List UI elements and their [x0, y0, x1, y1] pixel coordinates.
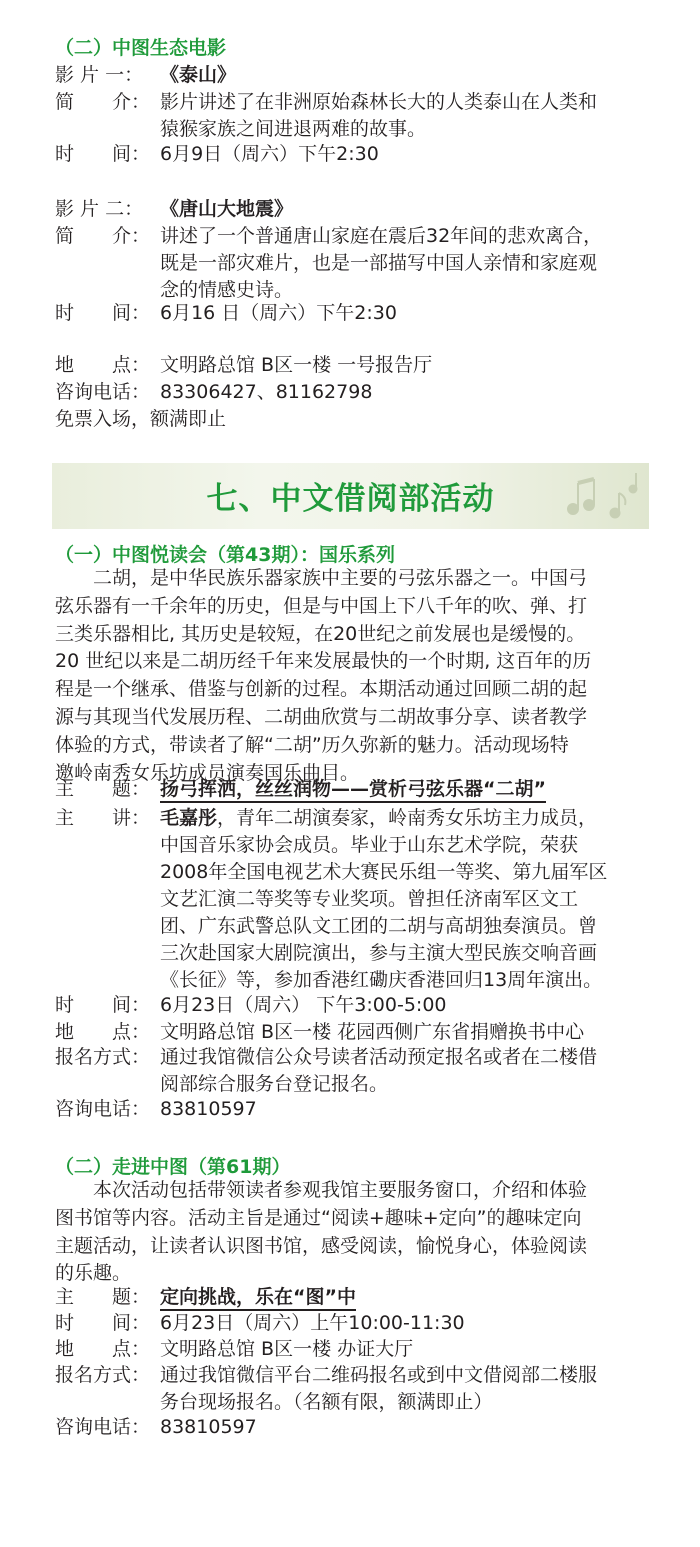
activity2-theme-label: 主 题： [55, 1286, 151, 1308]
activity1-theme-label: 主 题： [55, 778, 151, 800]
activity1-place-label: 地 点： [55, 1021, 151, 1043]
film2-label: 影 片 二： [55, 198, 144, 220]
film1-time: 6月9日（周六）下午2:30 [160, 143, 379, 165]
activity1-para-line: 20 世纪以来是二胡历经千年来发展最快的一个时期, 这百年的历 [55, 650, 592, 673]
film2-intro-line: 念的情感史诗。 [160, 279, 294, 301]
section7-banner [52, 463, 649, 529]
activity1-speaker-label: 主 讲： [55, 807, 151, 829]
activity1-speaker-line: 三次赴国家大剧院演出，参与主演大型民族交响音画 [160, 942, 598, 964]
activity1-theme: 扬弓挥洒，丝丝润物——赏析弓弦乐器“二胡” [160, 778, 546, 803]
activity1-speaker-line: 文艺汇演二等奖等专业奖项。曾担任济南军区文工 [160, 888, 579, 910]
activity2-place-label: 地 点： [55, 1338, 151, 1360]
activity1-phone-label: 咨询电话： [55, 1098, 151, 1120]
activity1-signup-label: 报名方式： [55, 1046, 151, 1068]
film1-intro-line: 影片讲述了在非洲原始森林长大的人类泰山在人类和 [160, 91, 598, 113]
film1-intro-label: 简 介： [55, 91, 151, 113]
activity2-place: 文明路总馆 B区一楼 办证大厅 [160, 1338, 414, 1360]
film-section-heading: （二）中图生态电影 [55, 37, 227, 59]
activity2-para-line: 本次活动包括带领读者参观我馆主要服务窗口，介绍和体验 [55, 1179, 588, 1201]
activity1-signup-line: 通过我馆微信公众号读者活动预定报名或者在二楼借 [160, 1046, 598, 1068]
activity1-phone: 83810597 [160, 1098, 257, 1120]
activity1-para-line: 邀岭南秀女乐坊成员演奏国乐曲目。 [55, 761, 360, 784]
activity1-para-line: 三类乐器相比, 其历史是较短，在20世纪之前发展也是缓慢的。 [55, 622, 586, 645]
film1-title: 《泰山》 [160, 64, 237, 86]
activity1-para-line: 体验的方式，带读者了解“二胡”历久弥新的魅力。活动现场特 [55, 733, 569, 756]
activity1-para-line: 程是一个继承、借鉴与创新的过程。本期活动通过回顾二胡的起 [55, 678, 588, 701]
activity2-para-line: 图书馆等内容。活动主旨是通过“阅读+趣味+定向”的趣味定向 [55, 1206, 582, 1229]
activity1-speaker-intro: ，青年二胡演奏家，岭南秀女乐坊主力成员， [217, 807, 598, 829]
activity1-speaker-line: 团、广东武警总队文工团的二胡与高胡独奏演员。曾 [160, 915, 598, 937]
film-free-entry: 免票入场，额满即止 [55, 408, 227, 430]
activity1-para-line: 弦乐器有一千余年的历史，但是与中国上下八千年的吹、弹、打 [55, 594, 588, 617]
activity2-time-label: 时 间： [55, 1312, 151, 1334]
activity1-paragraph [55, 565, 655, 787]
activity1-speaker-line: 《长征》等，参加香港红磡庆香港回归13周年演出。 [160, 969, 603, 991]
activity1-time: 6月23日（周六） 下午3:00-5:00 [160, 994, 447, 1016]
film2-time-label: 时 间： [55, 302, 151, 324]
activity1-para-line: 源与其现当代发展历程、二胡曲欣赏与二胡故事分享、读者教学 [55, 705, 588, 728]
activity2-signup-label: 报名方式： [55, 1364, 151, 1386]
film2-intro-line: 讲述了一个普通唐山家庭在震后32年间的悲欢离合， [160, 225, 603, 247]
activity1-speaker-name: 毛嘉彤 [160, 807, 218, 829]
film2-time: 6月16 日（周六）下午2:30 [160, 302, 397, 324]
activity2-para-line: 的乐趣。 [55, 1262, 132, 1285]
activity2-heading: （二）走进中图（第61期） [55, 1156, 291, 1178]
music-notes-icon [553, 467, 643, 525]
film1-intro-line: 猿猴家族之间进退两难的故事。 [160, 118, 427, 140]
section7-title: 七、中文借阅部活动 [206, 481, 495, 517]
film2-title: 《唐山大地震》 [160, 198, 294, 220]
activity1-heading: （一）中图悦读会（第43期）：国乐系列 [55, 544, 395, 566]
film1-label: 影 片 一： [55, 64, 144, 86]
activity2-para-line: 主题活动，让读者认识图书馆，感受阅读，愉悦身心，体验阅读 [55, 1234, 588, 1257]
activity2-time: 6月23日（周六）上午10:00-11:30 [160, 1312, 465, 1334]
activity1-speaker-line: 中国音乐家协会成员。毕业于山东艺术学院，荣获 [160, 834, 579, 856]
activity2-phone: 83810597 [160, 1416, 257, 1438]
film-phone: 83306427、81162798 [160, 381, 373, 403]
activity2-signup-line: 通过我馆微信平台二维码报名或到中文借阅部二楼服 [160, 1364, 598, 1386]
film-place: 文明路总馆 B区一楼 一号报告厅 [160, 354, 433, 376]
film-phone-label: 咨询电话： [55, 381, 151, 403]
film-place-label: 地 点： [55, 354, 151, 376]
film1-time-label: 时 间： [55, 143, 151, 165]
activity1-speaker-line: 2008年全国电视艺术大赛民乐组一等奖、第九届军区 [160, 861, 608, 883]
activity1-place: 文明路总馆 B区一楼 花园西侧广东省捐赠换书中心 [160, 1021, 585, 1043]
activity1-signup-line: 阅部综合服务台登记报名。 [160, 1073, 389, 1095]
activity1-para-line: 二胡，是中华民族乐器家族中主要的弓弦乐器之一。中国弓 [55, 567, 588, 589]
film2-intro-line: 既是一部灾难片，也是一部描写中国人亲情和家庭观 [160, 252, 598, 274]
activity2-signup-line: 务台现场报名。（名额有限，额满即止） [160, 1391, 493, 1413]
activity2-phone-label: 咨询电话： [55, 1416, 151, 1438]
film2-intro-label: 简 介： [55, 225, 151, 247]
activity1-time-label: 时 间： [55, 994, 151, 1016]
activity2-theme: 定向挑战，乐在“图”中 [160, 1286, 356, 1311]
activity2-paragraph [55, 1177, 655, 1288]
